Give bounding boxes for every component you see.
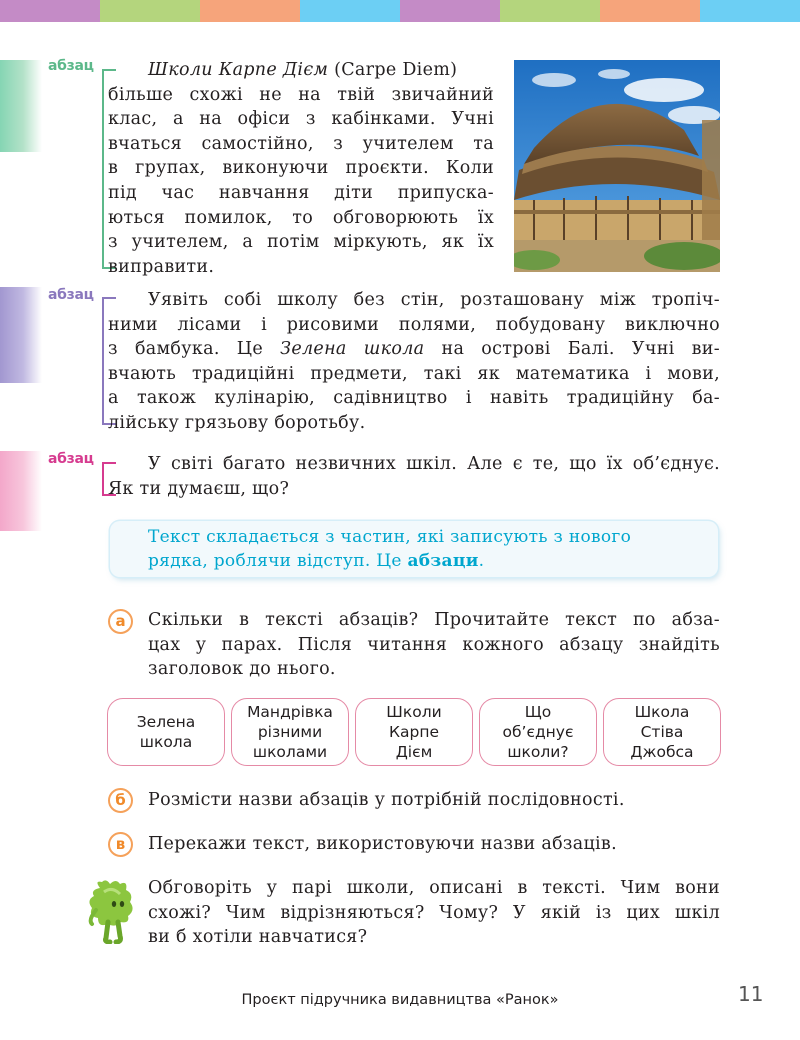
text-line: ються помилок, то обговорюють їх (108, 207, 494, 228)
rule-keyword: абзаци (407, 551, 479, 571)
stripe-segment (200, 0, 300, 22)
text-line: вчаться самостійно, з учителем та (108, 133, 494, 154)
text-line: Уявіть собі школу без стін, розташовану між тропіч- (148, 290, 720, 310)
text-line: вчають традиційні предмети, такі як математика і мови, (108, 363, 720, 384)
text-line: Скільки в тексті абзаців? Прочитайте текст по абза- (148, 610, 720, 630)
text-line: У світі багато незвичних шкіл. Але є те, що їх об’єднує. (148, 454, 720, 474)
bamboo-school-photo (514, 60, 720, 272)
rule-box (110, 521, 718, 577)
heading-card[interactable]: Школа Стіва Джобса (603, 698, 721, 766)
text-line: Школи Карпе Дієм (Carpe Diem) (148, 60, 458, 80)
paragraph-3 (108, 452, 720, 501)
paragraph-label: абзац (48, 451, 94, 467)
text-line: а також кулінарію, садівництво і навіть традиційну ба- (108, 388, 720, 409)
text-line: схожі? Чим відрізняються? Чому? У якій із цих шкіл (148, 902, 720, 923)
text-line: більше схожі не на твій звичайний (108, 84, 494, 105)
text-line: Перекажи текст, використовуючи назви абзаців. (148, 834, 617, 854)
stripe-segment (600, 0, 700, 22)
paragraph-label: абзац (48, 287, 94, 303)
paragraph-2 (108, 288, 720, 436)
side-tab-pink (0, 451, 42, 531)
text-line: клас, а на офіси з кабінками. Учні (108, 109, 494, 130)
top-color-stripe (0, 0, 800, 22)
task-b-text (148, 788, 720, 813)
side-tab-green (0, 60, 42, 152)
footer-publisher: Проєкт підручника видавництва «Ранок» (241, 992, 559, 1008)
text-line: з учителем, а потім міркують, як їх (108, 232, 494, 253)
task-badge-b: б (108, 788, 133, 813)
task-a-text (148, 608, 720, 682)
heading-card[interactable]: Школи Карпе Дієм (355, 698, 473, 766)
text-line: цах у парах. Після читання кожного абзацу знайдіть (148, 634, 720, 655)
text-line: заголовок до нього. (148, 659, 336, 680)
rule-line: Текст складається з частин, які записують з нового (148, 527, 632, 547)
text-line: лійську грязьову боротьбу. (108, 412, 366, 433)
text-line: Розмісти назви абзаців у потрібній послідовності. (148, 790, 625, 810)
text-line: виправити. (108, 256, 215, 277)
paragraph-1 (108, 58, 494, 279)
heading-cards (107, 698, 721, 766)
text-line: під час навчання діти припуска- (108, 182, 494, 203)
text-line: ви б хотіли навчатися? (148, 927, 368, 948)
paragraph-label: абзац (48, 58, 94, 74)
stripe-segment (400, 0, 500, 22)
stripe-segment (700, 0, 800, 22)
green-mascot-icon (86, 880, 138, 944)
stripe-segment (0, 0, 100, 22)
side-tab-purple (0, 287, 42, 383)
task-badge-v: в (108, 832, 133, 857)
heading-card[interactable]: Мандрівка різними школами (231, 698, 349, 766)
task-badge-a: а (108, 609, 133, 634)
stripe-segment (300, 0, 400, 22)
task-v-text (148, 832, 720, 857)
stripe-segment (500, 0, 600, 22)
rule-line: рядка, роблячи відступ. Це абзаци. (148, 551, 485, 571)
heading-card[interactable]: Зелена школа (107, 698, 225, 766)
text-line: з бамбука. Це Зелена школа на острові Балі. Учні ви- (108, 339, 720, 360)
text-line: ними лісами і рисовими полями, побудовану виключно (108, 314, 720, 335)
discussion-text (148, 876, 720, 950)
text-line: Як ти думаєш, що? (108, 478, 290, 499)
stripe-segment (100, 0, 200, 22)
text-line: в групах, виконуючи проєкти. Коли (108, 158, 494, 179)
text-line: Обговоріть у парі школи, описані в тексті. Чим вони (148, 878, 720, 898)
heading-card[interactable]: Що об’єднує школи? (479, 698, 597, 766)
page-number: 11 (738, 982, 764, 1006)
